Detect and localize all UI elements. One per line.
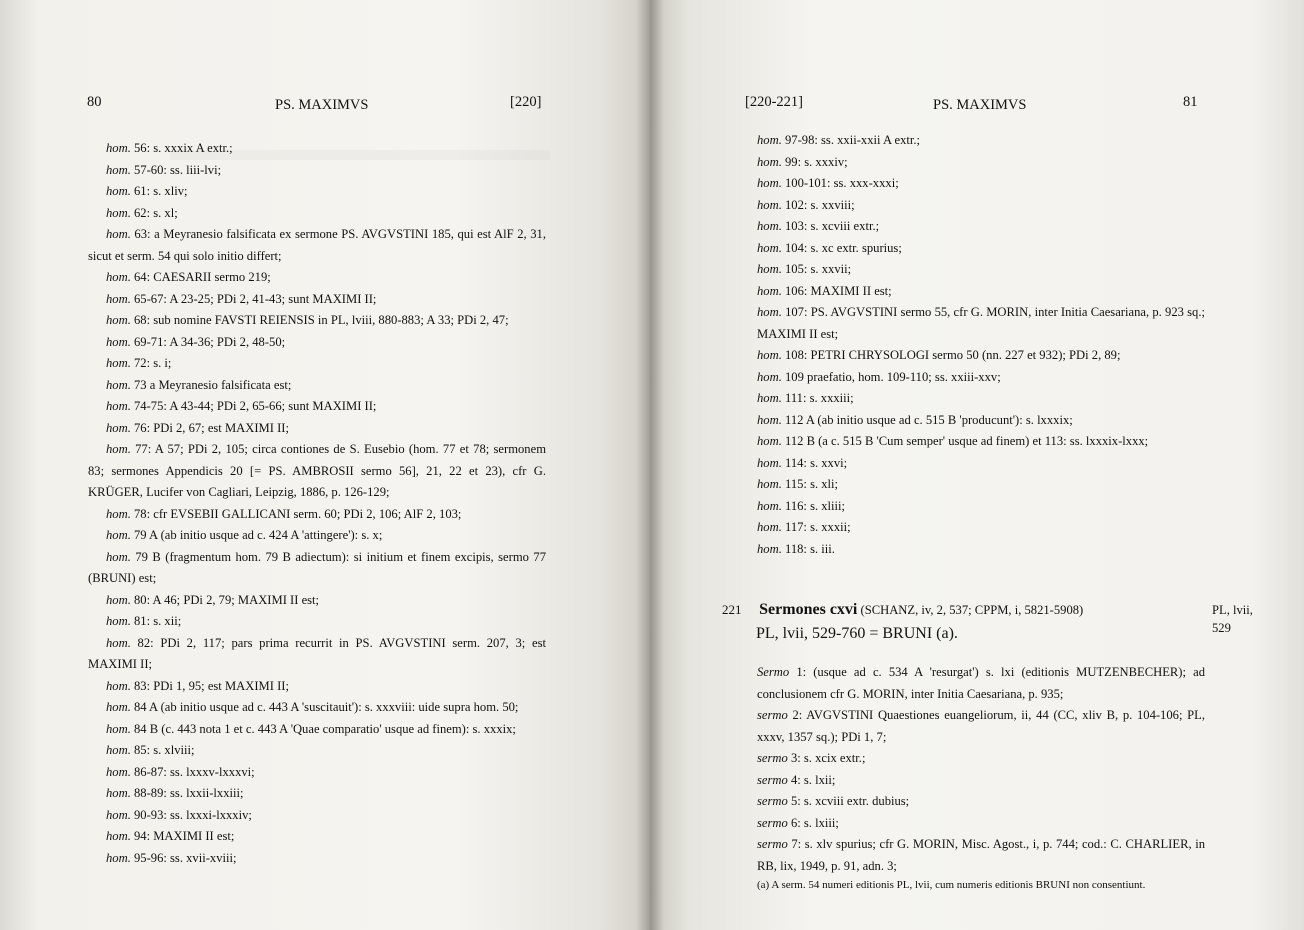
entry-label: hom. [757,455,782,470]
entry [88,783,546,805]
entry [88,160,546,182]
entry-text: 83: PDi 1, 95; est MAXIMI II; [130,678,289,693]
entry-label: hom. [106,270,131,284]
entry-label: hom. [757,412,782,427]
entry [88,138,546,160]
entry-text: 64: CAESARII sermo 219; [130,270,271,284]
entry-text: 97-98: ss. xxii-xxii A extr.; [781,133,921,147]
entry [88,676,546,698]
entry-label: hom. [757,369,782,384]
entry-text: 3: s. xcix extr.; [787,751,866,765]
entry [757,130,1205,152]
margin-reference [1212,601,1253,637]
running-title: PS. MAXIMVS [275,97,369,113]
entry-text: 100-101: ss. xxx-xxxi; [781,176,899,190]
entry [88,504,546,526]
entry-text: 88-89: ss. lxxii-lxxiii; [130,786,244,800]
entry-label: hom. [106,442,131,456]
entry-label: hom. [106,549,131,564]
entry-label: sermo [757,708,788,722]
entry [88,740,546,762]
entry-label: hom. [757,434,782,448]
margin-ref-line: 529 [1212,621,1231,635]
entry-text: 106: MAXIMI II est; [781,283,892,298]
entry-text: 115: s. xli; [781,477,839,491]
entry-label: hom. [106,184,131,198]
entry-label: hom. [106,786,131,800]
entry [757,770,1205,792]
entry [88,289,546,311]
entry [88,697,546,719]
entry-label: hom. [757,197,782,212]
entry [757,302,1205,345]
entry-label: hom. [106,227,131,241]
entry [88,224,546,267]
entry-text: 85: s. xlviii; [130,743,195,757]
entry-label: hom. [106,635,131,650]
entry-label: hom. [757,305,782,319]
entry [757,453,1205,475]
entry-text: 105: s. xxvii; [781,262,852,276]
entry [757,410,1205,432]
entry-label: sermo [757,751,788,765]
entry [757,431,1205,453]
entry [88,525,546,547]
entry-label: hom. [757,154,782,169]
entry-text: 94: MAXIMI II est; [130,829,235,843]
entry-text: 79 A (ab initio usque ad c. 424 A 'attingere'): s. x; [130,528,383,542]
entry [88,310,546,332]
entry-label: hom. [106,399,131,413]
entry [88,848,546,870]
entry [757,216,1205,238]
entry-label: sermo [757,815,788,830]
entry-text: 112 B (a c. 515 B 'Cum semper' usque ad finem) et 113: ss. lxxxix-lxxx; [781,434,1149,448]
entry-text: 6: s. lxiii; [787,815,839,830]
entry-label: hom. [106,700,131,714]
entry [757,813,1205,835]
entry-text: 84 A (ab initio usque ad c. 443 A 'suscitauit'): s. xxxviii: uide supra hom. 50; [130,700,519,714]
entry [757,388,1205,410]
entry [757,474,1205,496]
entry-text: 116: s. xliii; [781,498,846,513]
entry [88,418,546,440]
entry-text: 109 praefatio, hom. 109-110; ss. xxiii-xxv; [781,369,1001,384]
entry-text: 107: PS. AVGVSTINI sermo 55, cfr G. MORIN, inter Initia Caesariana, p. 923 sq.; MAXIMI II est; [757,305,1205,341]
right-page [650,0,1304,930]
entry-text: 82: PDi 2, 117; pars prima recurrit in PS. AVGVSTINI serm. 207, 3; est MAXIMI II; [88,635,546,671]
entry-label: hom. [106,850,131,865]
entry-text: 2: AVGVSTINI Quaestiones euangeliorum, ii, 44 (CC, xliv B, p. 104-106; PL, xxxv, 1357 sq.); PDi 1, 7; [757,708,1205,744]
section-title: Sermones cxvi [759,601,858,618]
entry-text: 69-71: A 34-36; PDi 2, 48-50; [130,334,286,349]
entry [757,539,1205,561]
entry-list [88,138,546,869]
entry [757,748,1205,770]
bracket-number: [220-221] [745,94,803,110]
entry-text: 61: s. xliv; [130,184,188,198]
sermones-list [757,662,1205,877]
entry-text: 63: a Meyranesio falsificata ex sermone PS. AVGVSTINI 185, qui est AlF 2, 31, sicut et serm. 54 qui solo initio differt; [88,227,546,263]
entry [757,238,1205,260]
entry-label: hom. [106,313,131,327]
entry [757,496,1205,518]
entry [757,834,1205,877]
entry-label: hom. [106,592,131,607]
entry [757,517,1205,539]
entry-label: hom. [106,764,131,779]
entry-label: hom. [106,528,131,542]
entry [88,590,546,612]
entry-label: hom. [757,348,782,362]
entry-text: 81: s. xii; [130,614,182,628]
left-page [0,0,650,930]
entry [88,547,546,590]
entry [757,705,1205,748]
entry-text: 80: A 46; PDi 2, 79; MAXIMI II est; [130,592,320,607]
entry-label: hom. [106,506,131,521]
entry [757,345,1205,367]
entry-text: 79 B (fragmentum hom. 79 B adiectum): si initium et finem excipis, sermo 77 (BRUNI) est; [88,549,546,585]
running-title: PS. MAXIMVS [933,97,1027,113]
entry-label: hom. [106,420,131,435]
entry [757,173,1205,195]
footnote: (a) A serm. 54 numeri editionis PL, lvii, cum numeris editionis BRUNI non consentiunt. [757,879,1146,891]
entry [88,762,546,784]
page-number: 81 [1183,94,1198,110]
entry [88,805,546,827]
entry-text: 95-96: ss. xvii-xviii; [130,850,237,865]
section-meta: (SCHANZ, iv, 2, 537; CPPM, i, 5821-5908) [860,603,1084,617]
entry-label: sermo [757,794,788,808]
entry-text: 76: PDi 2, 67; est MAXIMI II; [130,420,289,435]
entry-text: 111: s. xxxiii; [781,391,854,405]
entry-text: 1: (usque ad c. 534 A 'resurgat') s. lxi (editionis MUTZENBECHER); ad conclusionem cfr G. MORIN, inter Initia Caesariana, p. 935; [757,665,1205,701]
entry [88,719,546,741]
entry-text: 114: s. xxvi; [781,455,848,470]
entry-label: hom. [757,176,782,190]
entry-label: hom. [106,162,131,177]
entry-text: 78: cfr EVSEBII GALLICANI serm. 60; PDi 2, 106; AlF 2, 103; [130,506,462,521]
entry-label: hom. [757,498,782,513]
entry-label: hom. [757,219,782,233]
entry-label: hom. [757,133,782,147]
entry-text: 7: s. xlv spurius; cfr G. MORIN, Misc. Agost., i, p. 744; cod.: C. CHARLIER, in RB, lix, 1949, p. 91, adn. 3; [757,837,1205,873]
entry [88,332,546,354]
entry-label: hom. [757,283,782,298]
entry-label: hom. [106,141,131,155]
entry-text: 112 A (ab initio usque ad c. 515 B 'producunt'): s. lxxxix; [781,412,1073,427]
entry-label: hom. [106,356,131,370]
entry [88,181,546,203]
entry-label: hom. [106,721,131,736]
entry-text: 86-87: ss. lxxxv-lxxxvi; [130,764,255,779]
bracket-number: [220] [510,94,542,110]
entry-label: hom. [757,240,782,255]
page-number: 80 [87,94,102,110]
entry-text: 65-67: A 23-25; PDi 2, 41-43; sunt MAXIMI II; [130,291,377,306]
entry-text: 103: s. xcviii extr.; [781,219,880,233]
entry-label: hom. [106,743,131,757]
entry-list [757,130,1205,560]
entry [88,826,546,848]
entry [88,375,546,397]
entry-text: 117: s. xxxii; [781,520,851,534]
entry-text: 73 a Meyranesio falsificata est; [130,377,292,392]
entry [88,396,546,418]
entry [757,662,1205,705]
entry [757,195,1205,217]
entry [757,791,1205,813]
entry-label: hom. [106,334,131,349]
entry-text: 5: s. xcviii extr. dubius; [787,794,910,808]
entry-label: hom. [106,678,131,693]
entry-text: 72: s. i; [130,356,172,370]
section-edition: PL, lvii, 529-760 = BRUNI (a). [756,625,958,642]
entry-label: sermo [757,837,788,851]
entry-text: 77: A 57; PDi 2, 105; circa contiones de S. Eusebio (hom. 77 et 78; sermonem 83; sermones Appendicis 20 [= PS. AMBROSII sermo 56], 21, 22 et 23), cfr G. KRÜGER, Lucifer von Cagliari, Leipzig, 1886, p. 126-129; [88,442,546,499]
entry [757,259,1205,281]
entry-text: 68: sub nomine FAVSTI REIENSIS in PL, lviii, 880-883; A 33; PDi 2, 47; [130,313,509,327]
entry-text: 57-60: ss. liii-lvi; [130,162,222,177]
entry-label: hom. [106,377,131,392]
entry-label: sermo [757,772,788,787]
entry-label: hom. [106,614,131,628]
entry-text: 74-75: A 43-44; PDi 2, 65-66; sunt MAXIMI II; [130,399,377,413]
entry-text: 104: s. xc extr. spurius; [781,240,902,255]
entry [88,203,546,225]
entry-text: 62: s. xl; [130,205,178,220]
entry-text: 99: s. xxxiv; [781,154,848,169]
margin-ref-line: PL, lvii, [1212,603,1253,617]
entry [88,353,546,375]
entry-label: hom. [106,829,131,843]
entry-label: hom. [757,541,782,556]
entry-label: hom. [757,520,782,534]
entry-label: hom. [106,291,131,306]
entry [757,281,1205,303]
entry [757,367,1205,389]
entry-label: hom. [757,262,782,276]
entry-text: 4: s. lxii; [787,772,836,787]
entry-text: 56: s. xxxix A extr.; [130,141,233,155]
entry [757,152,1205,174]
entry-label: Sermo [757,665,790,679]
section-heading [722,598,1202,645]
entry-text: 108: PETRI CHRYSOLOGI sermo 50 (nn. 227 et 932); PDi 2, 89; [781,348,1121,362]
entry [88,267,546,289]
entry [88,439,546,504]
entry-text: 118: s. iii. [781,541,835,556]
entry-text: 90-93: ss. lxxxi-lxxxiv; [130,807,252,822]
entry-label: hom. [757,477,782,491]
entry-label: hom. [757,391,782,405]
entry [88,633,546,676]
entry-text: 102: s. xxviii; [781,197,855,212]
entry [88,611,546,633]
entry-text: 84 B (c. 443 nota 1 et c. 443 A 'Quae comparatio' usque ad finem): s. xxxix; [130,721,516,736]
section-number: 221 [722,602,742,617]
entry-label: hom. [106,205,131,220]
entry-label: hom. [106,807,131,822]
